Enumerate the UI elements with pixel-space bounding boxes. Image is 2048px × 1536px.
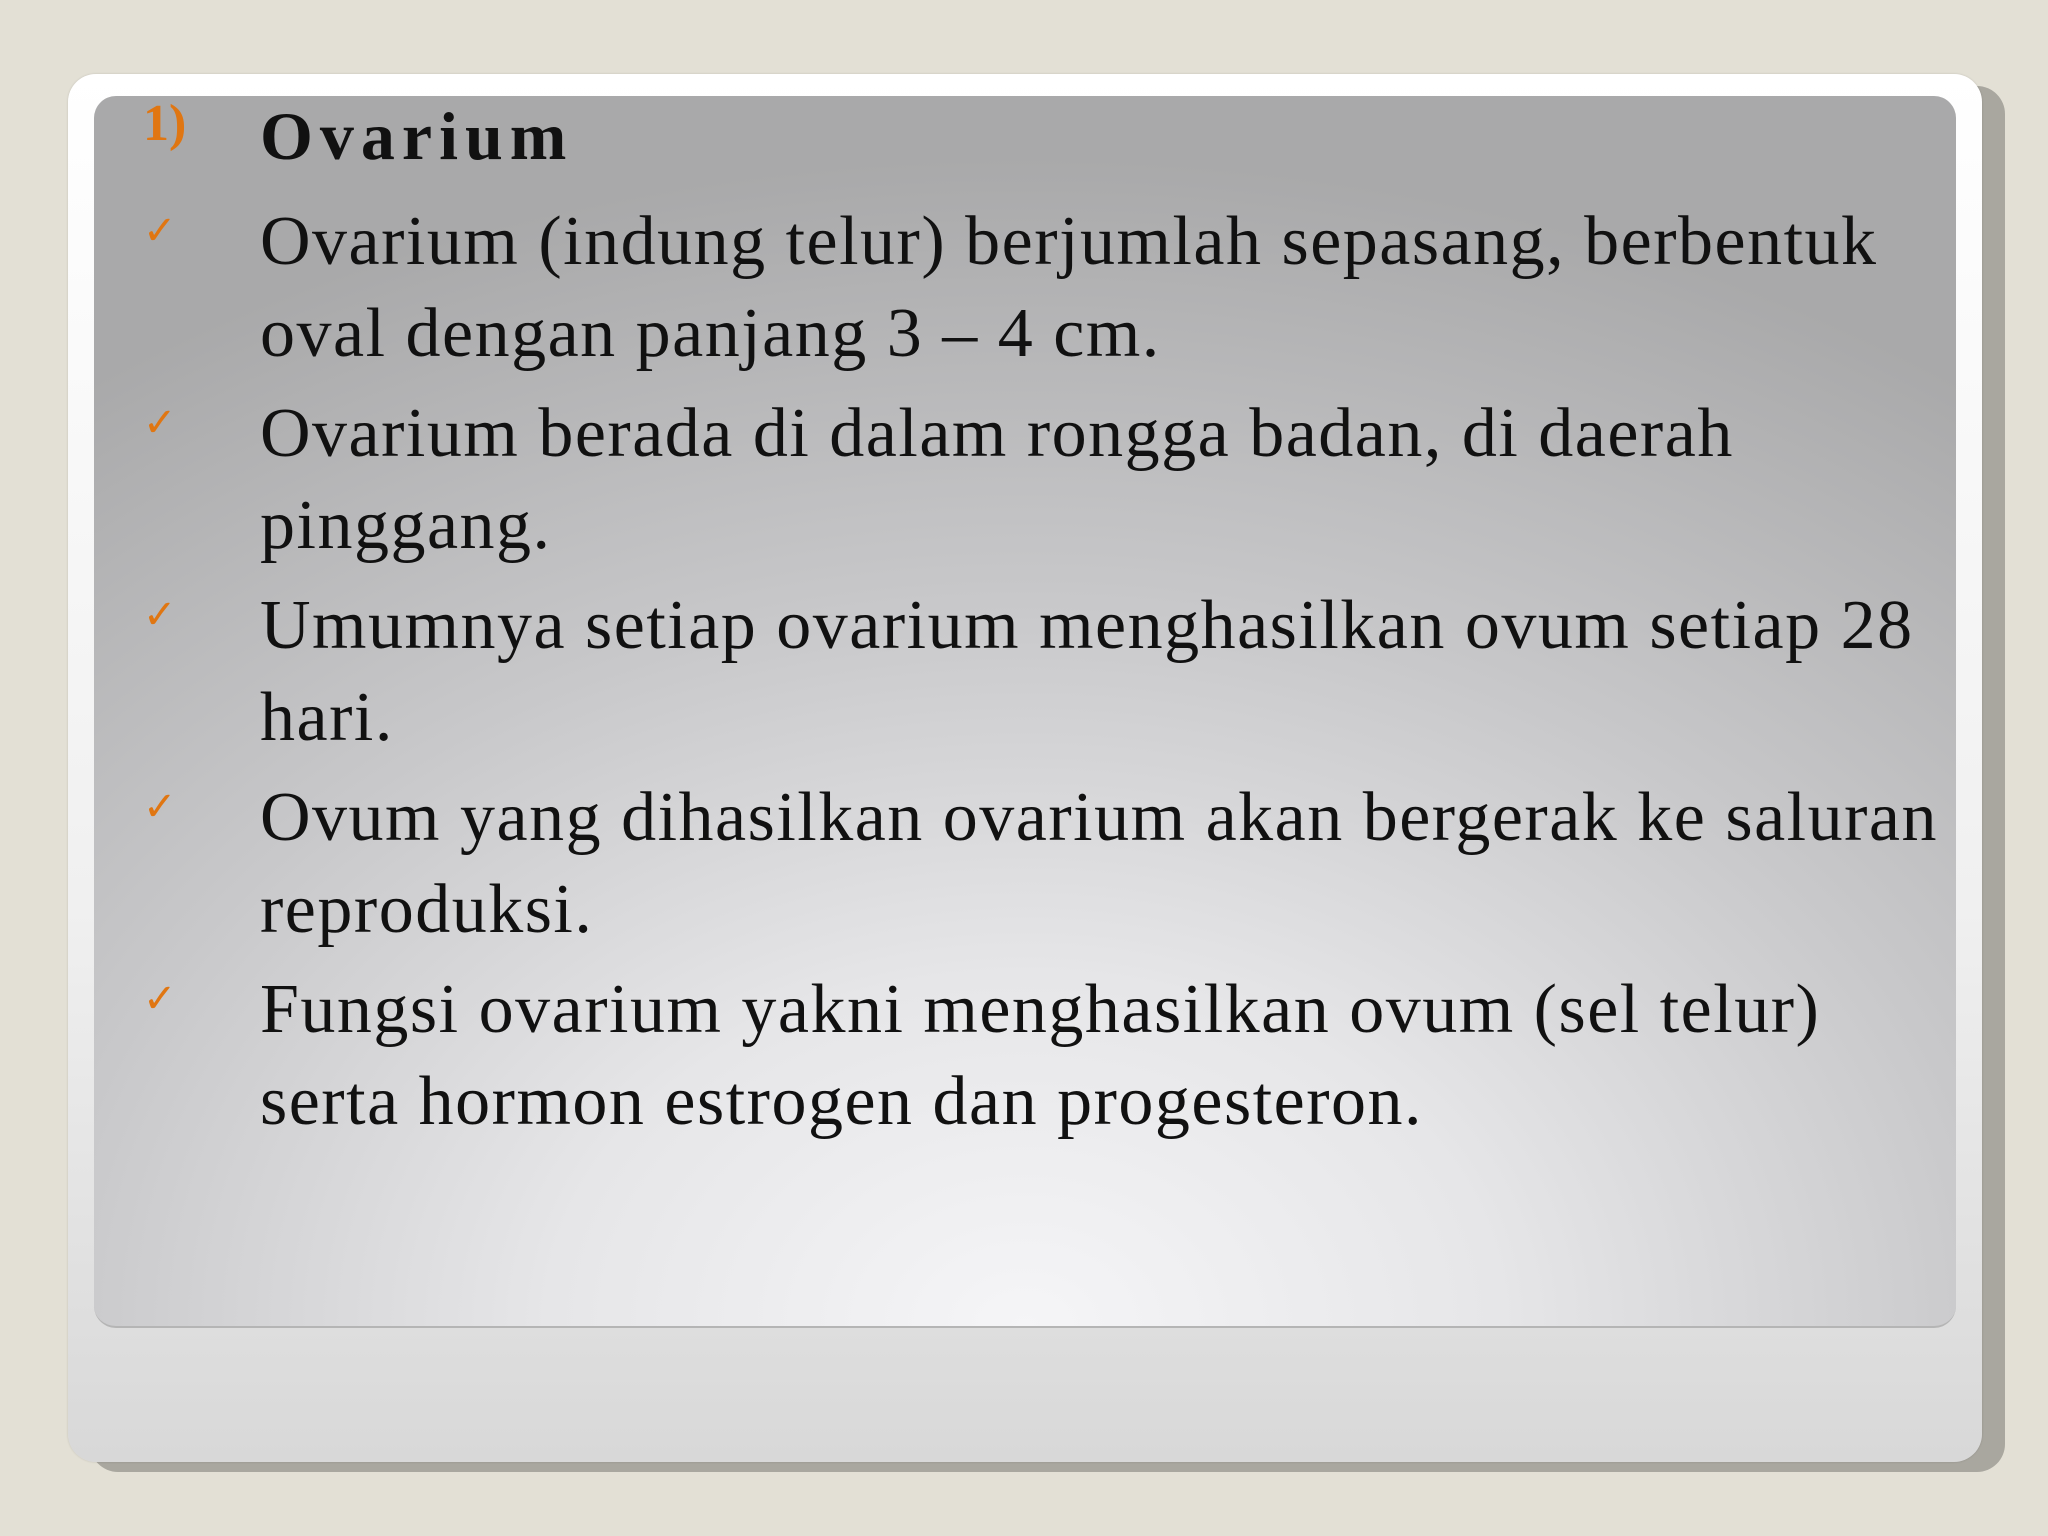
checkmark-icon: ✓ [143,208,177,254]
list-item-text: Ovum yang dihasilkan ovarium akan bergerak ke saluran reproduksi. [260,779,1938,948]
list-item-text: Umumnya setiap ovarium menghasilkan ovum setiap 28 hari. [260,587,1914,756]
list-item-text: Ovarium berada di dalam rongga badan, di daerah pinggang. [260,395,1734,564]
list-item-text: Fungsi ovarium yakni menghasilkan ovum (sel telur) serta hormon estrogen dan progesteron. [260,971,1821,1140]
checkmark-icon: ✓ [143,976,177,1022]
checkmark-icon: ✓ [143,592,177,638]
heading-title: Ovarium [260,98,574,174]
checkmark-icon: ✓ [143,400,177,446]
checkmark-icon: ✓ [143,784,177,830]
heading-number: 1) [143,95,187,152]
list-item-text: Ovarium (indung telur) berjumlah sepasang, berbentuk oval dengan panjang 3 – 4 cm. [260,203,1878,372]
